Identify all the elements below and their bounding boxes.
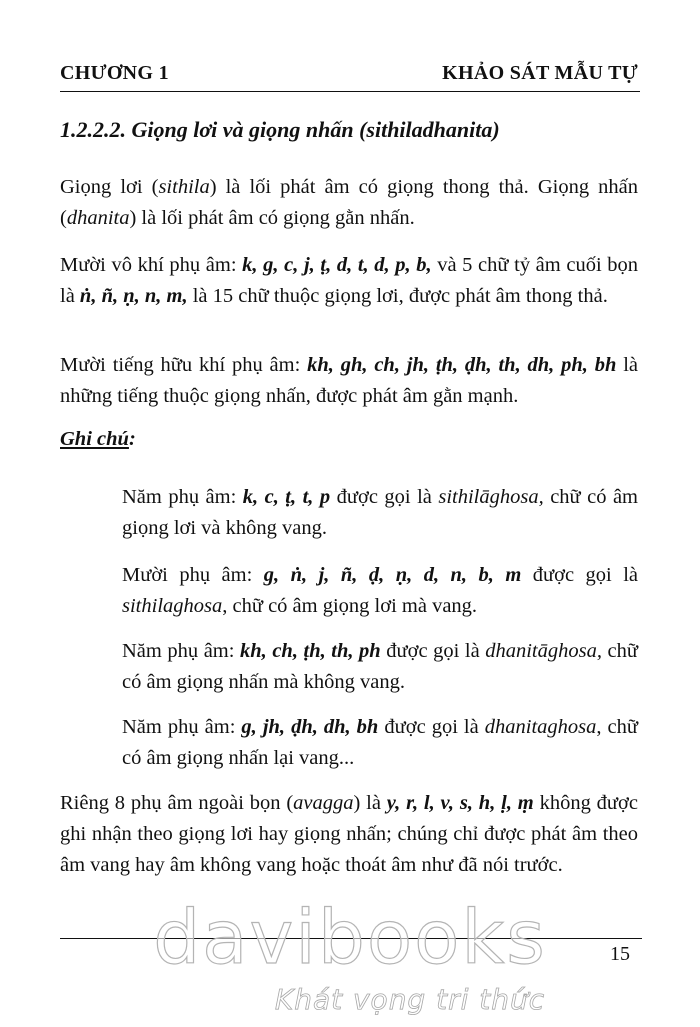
text-run: , chữ có âm giọng nhấn lại vang... <box>122 716 638 769</box>
consonant-list: g, ṅ, j, ñ, ḍ, ṇ, d, n, b, m <box>263 564 522 586</box>
text-run: chữ có âm giọng nhấn mà không vang. <box>122 640 638 693</box>
text-run: ) là lối phát âm có giọng gằn nhấn. <box>129 207 415 229</box>
header-rule <box>60 91 640 92</box>
text-run: ) là <box>353 792 387 814</box>
text-run: không được ghi nhận theo giọng lơi hay giọng nhấn; chúng chỉ được phát âm theo âm vang hay âm không vang hoặc thoát âm như đã nói trước. <box>60 792 638 876</box>
text-run: Năm phụ âm: <box>122 640 240 662</box>
note-label-text: Ghi chú <box>60 428 129 450</box>
consonant-list: kh, gh, ch, jh, ṭh, ḍh, th, dh, ph, bh <box>307 354 617 376</box>
text-run: là những tiếng thuộc giọng nhấn, được phát âm gằn mạnh. <box>60 354 638 407</box>
note-label-colon: : <box>128 428 136 450</box>
note-item <box>122 636 638 698</box>
text-run: và 5 chữ tỷ âm cuối bọn là <box>60 254 639 307</box>
text-run: Năm phụ âm: <box>122 486 243 508</box>
text-run: Năm phụ âm: <box>122 716 242 738</box>
term-avagga: avagga <box>293 792 354 814</box>
paragraph-aspirated <box>60 350 638 412</box>
consonant-list: y, r, l, v, s, h, ḷ, ṃ <box>386 792 534 814</box>
text-run: chữ có âm giọng lơi và không vang. <box>122 486 638 539</box>
consonant-list: k, c, ṭ, t, p <box>242 486 331 508</box>
text-run: được gọi là <box>330 486 439 508</box>
text-run: , chữ có âm giọng lơi mà vang. <box>222 595 478 617</box>
term: sithilaghosa <box>122 595 223 617</box>
term: dhanitāghosa, <box>485 640 602 662</box>
paragraph-definition <box>60 172 638 234</box>
text-run: là 15 chữ thuộc giọng lơi, được phát âm thong thả. <box>187 285 608 307</box>
text-run: được gọi là <box>380 640 486 662</box>
consonant-list: k, g, c, j, ṭ, d, t, d, p, b, <box>242 254 432 276</box>
note-item <box>122 482 638 544</box>
term: sithilāghosa, <box>438 486 544 508</box>
text-run: được gọi là <box>378 716 485 738</box>
section-title: 1.2.2.2. Giọng lơi và giọng nhấn (sithiladhanita) <box>60 117 500 142</box>
chapter-label: CHƯƠNG 1 <box>60 62 169 84</box>
text-run: Mười vô khí phụ âm: <box>60 254 243 276</box>
consonant-list: kh, ch, ṭh, th, ph <box>240 640 381 662</box>
text-run: được gọi là <box>521 564 638 586</box>
nasal-list: ṅ, ñ, ṇ, n, m, <box>79 285 188 307</box>
term-dhanita: dhanita <box>66 207 130 229</box>
paragraph-avagga <box>60 788 638 881</box>
text-run: Riêng 8 phụ âm ngoài bọn ( <box>60 792 294 814</box>
note-item <box>122 712 638 774</box>
note-item <box>122 560 638 622</box>
term: dhanitaghosa <box>484 716 597 738</box>
note-label <box>60 428 136 451</box>
running-header <box>60 62 638 90</box>
consonant-list: g, jh, ḍh, dh, bh <box>241 716 379 738</box>
section-header-label: KHẢO SÁT MẪU TỰ <box>442 62 638 84</box>
watermark-brand: davibooks <box>153 895 547 981</box>
term-sithila: sithila <box>158 176 210 198</box>
paragraph-unaspirated <box>60 250 638 312</box>
page-number: 15 <box>610 943 630 965</box>
text-run: Giọng lơi ( <box>60 176 159 198</box>
text-run: Mười phụ âm: <box>122 564 264 586</box>
text-run: ) là lối phát âm có giọng thong thả. Giọng nhấn ( <box>60 176 639 229</box>
watermark-tagline: Khát vọng tri thức <box>274 983 546 1016</box>
text-run: Mười tiếng hữu khí phụ âm: <box>60 354 308 376</box>
